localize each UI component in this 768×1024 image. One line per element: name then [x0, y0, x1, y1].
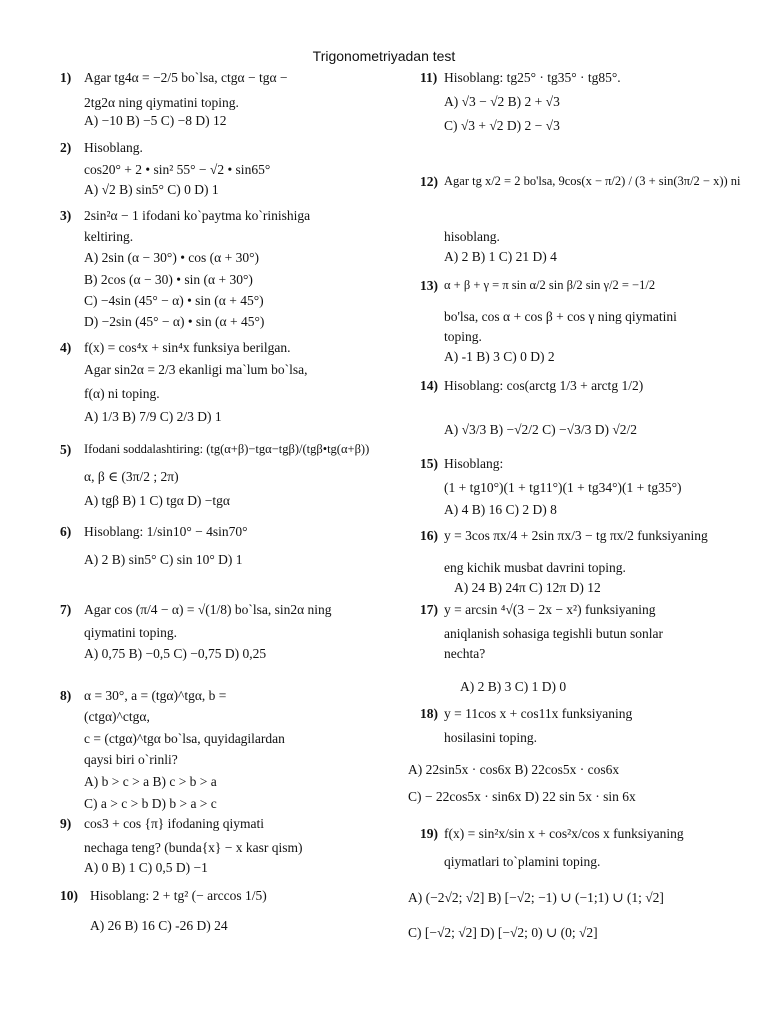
- question-14: [420, 378, 740, 438]
- answer-options: A) 1/3 B) 7/9 C) 2/3 D) 1: [84, 408, 222, 424]
- question-line: Agar tg4α = −2/5 bo`lsa, ctgα − tgα −: [84, 70, 288, 85]
- question-line: α, β ∈ (3π/2 ; 2π): [84, 469, 179, 484]
- question-12: [420, 174, 740, 265]
- answer-options: A) √3 − √2 B) 2 + √3: [444, 94, 560, 110]
- answer-option-a: A) 2sin (α − 30°) • cos (α + 30°): [84, 250, 259, 266]
- answer-options: C) − 22cos5x · sin6x D) 22 sin 5x · sin 6x: [408, 788, 636, 804]
- question-number: 3): [60, 208, 72, 223]
- question-line: (1 + tg10°)(1 + tg11°)(1 + tg34°)(1 + tg35°): [444, 480, 682, 496]
- answer-options: A) 24 B) 24π C) 12π D) 12: [454, 580, 601, 596]
- question-1: [60, 70, 370, 130]
- question-2: [60, 140, 370, 199]
- question-line: Hisoblang: tg25° · tg35° · tg85°.: [444, 70, 621, 85]
- question-line: qiymatini toping.: [84, 625, 177, 641]
- question-line: y = 11cos x + cos11x funksiyaning: [444, 706, 633, 721]
- question-line: hisoblang.: [444, 229, 500, 244]
- answer-options: A) 2 B) sin5° C) sin 10° D) 1: [84, 552, 243, 568]
- question-number: 5): [60, 442, 72, 457]
- question-line: cos20° + 2 • sin² 55° − √2 • sin65°: [84, 162, 271, 178]
- question-10: [60, 888, 370, 934]
- answer-options: C) [−√2; √2] D) [−√2; 0) ∪ (0; √2]: [408, 924, 598, 940]
- question-line: Ifodani soddalashtiring: (tg(α+β)−tgα−tgβ)/(tgβ•tg(α+β)): [84, 442, 370, 456]
- question-number: 14): [420, 378, 438, 393]
- question-line: f(α) ni toping.: [84, 386, 160, 402]
- question-7: [60, 602, 370, 663]
- question-line: nechta?: [444, 646, 486, 662]
- question-number: 17): [420, 602, 438, 617]
- answer-options: A) 4 B) 16 C) 2 D) 8: [444, 502, 557, 518]
- question-line: qaysi biri o`rinli?: [84, 751, 178, 767]
- answer-options: A) -1 B) 3 C) 0 D) 2: [444, 349, 555, 365]
- answer-options: C) a > c > b D) b > a > c: [84, 795, 217, 811]
- question-line: α + β + γ = π sin α/2 sin β/2 sin γ/2 = −1/2: [444, 278, 656, 292]
- question-line: α = 30°, a = (tgα)^tgα, b =: [84, 688, 227, 703]
- question-number: 2): [60, 140, 72, 155]
- question-line: (ctgα)^ctgα,: [84, 709, 150, 725]
- question-line: qiymatlari to`plamini toping.: [444, 854, 601, 870]
- question-9: [60, 816, 370, 877]
- question-line: keltiring.: [84, 229, 134, 245]
- question-line: Hisoblang:: [444, 456, 504, 471]
- question-line: 2tg2α ning qiymatini toping.: [84, 95, 239, 111]
- question-line: Agar cos (π/4 − α) = √(1/8) bo`lsa, sin2α ning: [84, 602, 332, 617]
- question-line: Agar tg x/2 = 2 bo'lsa, 9cos(x − π/2) / (3 + sin(3π/2 − x)) ni: [444, 174, 741, 188]
- answer-options: A) b > c > a B) c > b > a: [84, 773, 217, 789]
- page-title: Trigonometriyadan test: [312, 48, 456, 64]
- question-number: 6): [60, 524, 72, 539]
- question-line: c = (ctgα)^tgα bo`lsa, quyidagilardan: [84, 731, 285, 747]
- question-16: [420, 528, 740, 597]
- answer-options: A) 2 B) 3 C) 1 D) 0: [460, 678, 567, 694]
- question-number: 1): [60, 70, 72, 85]
- question-11: [420, 70, 740, 135]
- question-8: [60, 688, 370, 812]
- question-line: nechaga teng? (bunda{x} − x kasr qism): [84, 840, 303, 856]
- answer-options: A) 22sin5x · cos6x B) 22cos5x · cos6x: [408, 762, 620, 778]
- answer-options: A) (−2√2; √2] B) [−√2; −1) ∪ (−1;1) ∪ (1; √2]: [408, 890, 664, 906]
- question-number: 11): [420, 70, 438, 85]
- question-number: 18): [420, 706, 438, 721]
- question-line: Hisoblang: 2 + tg² (− arccos 1/5): [90, 888, 267, 903]
- question-line: 2sin²α − 1 ifodani ko`paytma ko`rinishiga: [84, 208, 311, 223]
- question-line: Hisoblang: 1/sin10° − 4sin70°: [84, 524, 248, 539]
- answer-option-d: D) −2sin (45° − α) • sin (α + 45°): [84, 313, 265, 329]
- question-number: 8): [60, 688, 72, 703]
- question-number: 16): [420, 528, 438, 543]
- answer-options: A) 2 B) 1 C) 21 D) 4: [444, 249, 557, 265]
- question-line: aniqlanish sohasiga tegishli butun sonlar: [444, 626, 663, 642]
- answer-options: A) 0 B) 1 C) 0,5 D) −1: [84, 860, 208, 876]
- question-18: [408, 706, 740, 805]
- question-line: f(x) = cos⁴x + sin⁴x funksiya berilgan.: [84, 340, 291, 355]
- question-line: Hisoblang.: [84, 140, 143, 155]
- answer-options: A) √3/3 B) −√2/2 C) −√3/3 D) √2/2: [444, 422, 637, 438]
- question-line: toping.: [444, 329, 482, 345]
- question-number: 9): [60, 816, 72, 831]
- question-line: bo'lsa, cos α + cos β + cos γ ning qiymatini: [444, 309, 677, 324]
- answer-options: C) √3 + √2 D) 2 − √3: [444, 118, 560, 134]
- question-number: 10): [60, 888, 78, 903]
- question-line: hosilasini toping.: [444, 730, 538, 746]
- answer-options: A) 0,75 B) −0,5 C) −0,75 D) 0,25: [84, 646, 267, 662]
- question-3: [60, 208, 370, 330]
- answer-options: A) tgβ B) 1 C) tgα D) −tgα: [84, 493, 230, 509]
- question-5: [60, 442, 370, 509]
- question-number: 19): [420, 826, 438, 841]
- answer-options: A) √2 B) sin5° C) 0 D) 1: [84, 182, 219, 198]
- question-number: 13): [420, 278, 438, 293]
- question-line: y = arcsin ⁴√(3 − 2x − x²) funksiyaning: [444, 602, 656, 617]
- question-line: f(x) = sin²x/sin x + cos²x/cos x funksiyaning: [444, 826, 684, 841]
- question-15: [420, 456, 740, 519]
- question-line: cos3 + cos {π} ifodaning qiymati: [84, 816, 264, 831]
- answer-option-b: B) 2cos (α − 30) • sin (α + 30°): [84, 271, 253, 287]
- question-line: y = 3cos πx/4 + 2sin πx/3 − tg πx/2 funksiyaning: [444, 528, 708, 543]
- question-number: 12): [420, 174, 438, 189]
- question-line: Hisoblang: cos(arctg 1/3 + arctg 1/2): [444, 378, 644, 393]
- question-6: [60, 524, 370, 568]
- answer-option-c: C) −4sin (45° − α) • sin (α + 45°): [84, 292, 264, 308]
- question-number: 7): [60, 602, 72, 617]
- question-13: [420, 278, 740, 366]
- question-17: [420, 602, 740, 695]
- answer-options: A) 26 B) 16 C) -26 D) 24: [90, 918, 228, 934]
- question-number: 4): [60, 340, 72, 355]
- question-number: 15): [420, 456, 438, 471]
- question-line: eng kichik musbat davrini toping.: [444, 560, 626, 576]
- question-19: [408, 826, 740, 941]
- question-4: [60, 340, 370, 425]
- question-line: Agar sin2α = 2/3 ekanligi ma`lum bo`lsa,: [84, 362, 308, 378]
- answer-options: A) −10 B) −5 C) −8 D) 12: [84, 113, 227, 129]
